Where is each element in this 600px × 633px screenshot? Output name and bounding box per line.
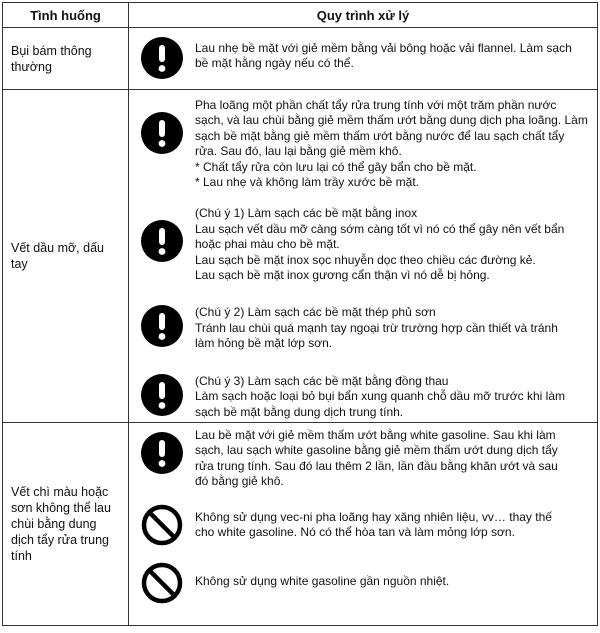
situation-line: Vết dầu mỡ, dấu bbox=[11, 241, 104, 255]
procedure-step bbox=[129, 283, 597, 351]
situation-line: Vết chì màu hoặc bbox=[11, 485, 109, 499]
procedure-line: (Chú ý 1) Làm sạch các bề mặt bằng inox bbox=[195, 206, 418, 221]
situation-cell bbox=[3, 423, 129, 626]
procedure-cell bbox=[129, 28, 598, 90]
procedure-line: Lau sạch vết dầu mỡ càng sớm càng tốt vì nó có thể gây nên vết bẩn bbox=[195, 221, 565, 236]
table-row bbox=[3, 423, 598, 626]
header-procedure: Quy trình xử lý bbox=[129, 3, 598, 28]
procedure-line: * Lau nhẹ và không làm trầy xước bề mặt. bbox=[195, 175, 420, 190]
situation-line: chùi bằng dung bbox=[11, 517, 97, 531]
prohibition-icon bbox=[129, 504, 195, 546]
procedure-line: Lau bề mặt với giẻ mềm thấm ướt bằng white gasoline. Sau khi làm bbox=[195, 428, 556, 442]
procedure-line: sạch, lau sạch white gasoline bằng giẻ mềm thấm ướt dung dịch tẩy bbox=[195, 443, 558, 458]
header-situation: Tình huống bbox=[3, 3, 129, 28]
procedure-line: (Chú ý 2) Làm sạch các bề mặt thép phủ sơn bbox=[195, 305, 436, 320]
procedure-line: sạch, và lau chùi bằng giẻ mềm thấm ướt bằng dung dịch pha loãng. Làm bbox=[195, 113, 588, 128]
situation-line: sơn không thể lau bbox=[11, 501, 111, 515]
procedure-line: Pha loãng một phần chất tẩy rửa trung tính với một trăm phần nước bbox=[195, 98, 557, 112]
procedure-line: đó bằng giẻ khô. bbox=[195, 474, 284, 489]
procedure-line: bề mặt hằng ngày nếu có thể. bbox=[195, 56, 354, 71]
prohibition-icon bbox=[129, 562, 195, 604]
situation-line: thường bbox=[11, 59, 52, 74]
exclamation-icon bbox=[129, 374, 195, 416]
procedure-step bbox=[129, 490, 597, 546]
procedure-line: Lau nhẹ bề mặt với giẻ mềm bằng vải bông hoặc vải flannel. Làm sạch bbox=[195, 41, 572, 55]
procedure-line: cho white gasoline. Nó có thể hòa tan và làm mỏng lớp sơn. bbox=[195, 525, 515, 540]
procedure-line: hoặc phai màu cho bề mặt. bbox=[195, 237, 340, 252]
procedure-step bbox=[129, 352, 597, 420]
table-row bbox=[3, 28, 598, 90]
procedure-line: Lau sạch bề mặt inox sọc nhuyễn dọc theo chiều các đường kẻ. bbox=[195, 252, 536, 267]
situation-line: tay bbox=[11, 257, 28, 271]
procedure-step bbox=[129, 423, 597, 490]
situation-line: dịch tẩy rửa trung bbox=[11, 533, 109, 547]
procedure-line: rửa trung tính. Sau đó lau thêm 2 lần, lần đầu bằng khăn ướt và sau bbox=[195, 458, 558, 473]
procedure-cell bbox=[129, 423, 598, 626]
header-row bbox=[3, 3, 598, 28]
procedure-line: sạch bề mặt bằng giẻ mềm thấm ướt bằng nước để lau sạch chất tẩy bbox=[195, 128, 565, 143]
procedure-step bbox=[129, 546, 597, 604]
procedure-line: làm hỏng bề mặt lớp sơn. bbox=[195, 336, 333, 351]
procedure-line: rửa. Sau đó, lau lại bằng giẻ mềm khô. bbox=[195, 144, 402, 159]
table-row bbox=[3, 90, 598, 423]
exclamation-icon bbox=[129, 37, 195, 79]
situation-cell bbox=[3, 28, 129, 90]
procedure-step bbox=[129, 190, 597, 283]
procedure-step bbox=[129, 28, 597, 79]
cleaning-procedure-table bbox=[2, 2, 598, 626]
situation-cell bbox=[3, 90, 129, 423]
procedure-line: * Chất tẩy rửa còn lưu lại có thể gây bẩn cho bề mặt. bbox=[195, 159, 477, 174]
exclamation-icon bbox=[129, 428, 195, 474]
procedure-cell bbox=[129, 90, 598, 423]
procedure-line: Lau sạch bề mặt inox gương cẩn thận vì nó dễ bị hỏng. bbox=[195, 268, 490, 283]
situation-line: tính bbox=[11, 549, 32, 563]
exclamation-icon bbox=[129, 206, 195, 262]
procedure-line: Tránh lau chùi quá mạnh tay ngoại trừ trường hợp cần thiết và tránh bbox=[195, 320, 558, 335]
exclamation-icon bbox=[129, 98, 195, 154]
procedure-step bbox=[129, 90, 597, 190]
procedure-line: Không sử dụng vec-ni pha loãng hay xăng nhiên liệu, vv… thay thế bbox=[195, 509, 552, 524]
procedure-line: Làm sạch hoặc loại bỏ bụi bẩn xung quanh chỗ dầu mỡ trước khi làm bbox=[195, 389, 565, 404]
procedure-line: Không sử dụng white gasoline gần nguồn nhiệt. bbox=[195, 573, 450, 588]
procedure-line: (Chú ý 3) Làm sạch các bề mặt bằng đồng thau bbox=[195, 373, 449, 388]
procedure-line: sạch bề mặt bằng dung dịch trung tính. bbox=[195, 404, 404, 419]
situation-line: Bụi bám thông bbox=[11, 43, 92, 58]
exclamation-icon bbox=[129, 305, 195, 347]
